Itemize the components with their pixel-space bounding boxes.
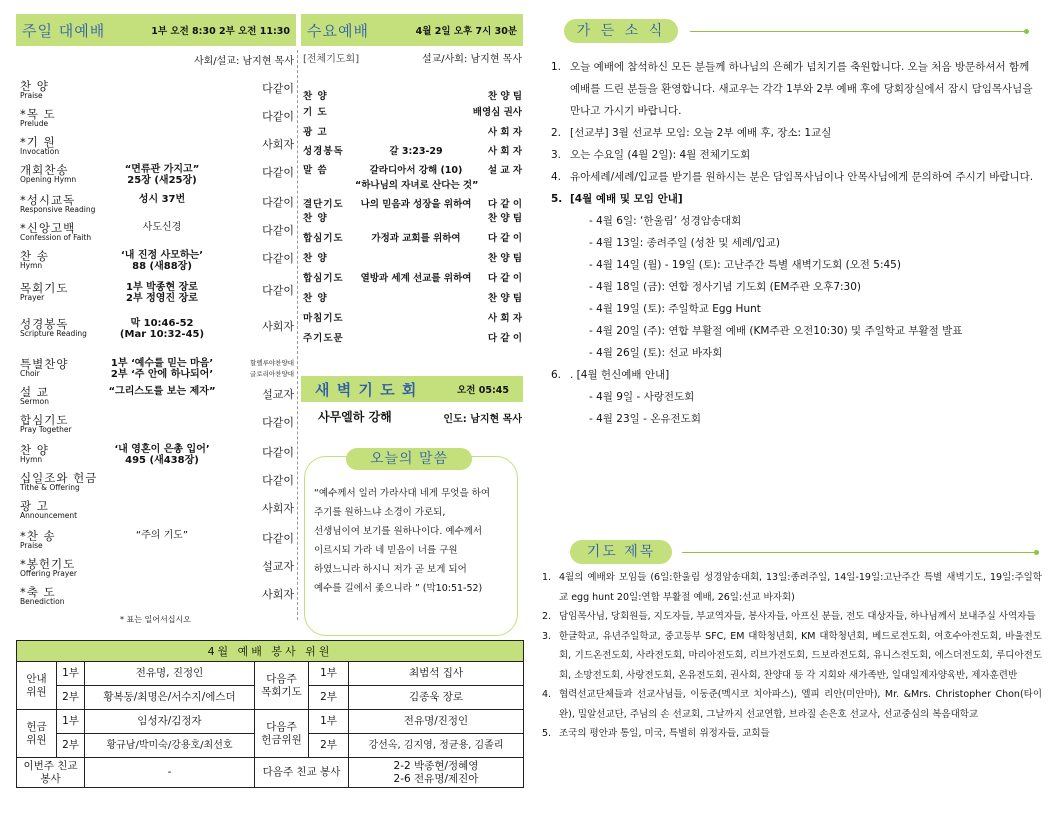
news-item bbox=[551, 210, 1041, 232]
service-table-title: 4월 예배 봉사 위원 bbox=[17, 641, 524, 662]
prayer-item-number: 3. bbox=[542, 630, 552, 642]
order-item-english: Invocation bbox=[20, 147, 60, 156]
prayer-item-text: 4월의 예배와 모임들 (6일:한울림 성경암송대회, 13일:종려주일, 14일-19일:고난주간 특별 새벽기도, 19일:주일학교 egg hunt 20일:연합 부활절 예배, 26일:선교 바자회) bbox=[559, 572, 1042, 603]
dawn-title: 새 벽 기 도 회 bbox=[315, 380, 418, 399]
order-item-leader: 사회자 bbox=[262, 502, 294, 515]
news-item-text: - 4월 20일 (주): 연합 부활절 예배 (KM주관 오전10:30) 및 주일학교 부활절 발표 bbox=[589, 325, 963, 337]
wed-leader: 다 같 이 bbox=[487, 333, 522, 344]
wed-leader: 사 회 자 bbox=[487, 146, 522, 157]
order-item-detail-line1: ‘내 진정 사모하는’ bbox=[120, 250, 204, 261]
order-item-detail-line2: 2부 ‘주 안에 하나되어’ bbox=[110, 369, 214, 380]
order-item-detail-line2: (Mar 10:32-45) bbox=[119, 329, 205, 340]
next-prayer1-part: 1부 bbox=[309, 662, 349, 686]
wednesday-order-row bbox=[303, 177, 522, 193]
order-item-korean: 십일조와 헌금 bbox=[20, 471, 98, 485]
news-item-text: 유아세례/세례/입교를 받기를 원하시는 분은 담임목사님이나 안목사님에게 문의하여 주시기 바랍니다. bbox=[570, 171, 1034, 183]
wednesday-order-row bbox=[303, 270, 522, 286]
prayer-item-text: 조국의 평안과 통일, 미국, 특별히 위정자들, 교회들 bbox=[559, 728, 770, 739]
wednesday-order-row bbox=[303, 310, 522, 326]
order-item-korean: *찬 송 bbox=[20, 529, 56, 543]
order-item-leader: 다같이 bbox=[262, 446, 294, 459]
order-item-korean: 찬 양 bbox=[20, 443, 49, 457]
wed-detail: “하나님의 자녀로 산다는 것” bbox=[355, 180, 479, 191]
wednesday-subtitle-right: 설교/사회: 남지현 목사 bbox=[421, 54, 522, 65]
news-item bbox=[551, 122, 1041, 144]
order-item-detail-line2: 2부 정영진 장로 bbox=[126, 293, 198, 304]
prayer-item-number: 4. bbox=[542, 689, 552, 700]
news-item bbox=[551, 298, 1041, 320]
wednesday-header bbox=[301, 14, 523, 46]
order-item-detail bbox=[92, 318, 232, 340]
order-item-korean: *신앙고백 bbox=[20, 221, 76, 235]
news-item bbox=[551, 408, 1041, 430]
news-item bbox=[551, 144, 1041, 166]
order-item-english: Hymn bbox=[20, 455, 43, 464]
news-title-line bbox=[690, 31, 1026, 32]
news-item-text: - 4월 26일 (토): 선교 바자회 bbox=[589, 347, 723, 359]
service-table bbox=[16, 640, 524, 788]
next-offering1-names: 전유명/진정인 bbox=[349, 710, 524, 734]
news-item bbox=[551, 364, 1041, 386]
wed-item: 말 씀 bbox=[303, 165, 328, 176]
wed-item: 합심기도 bbox=[303, 233, 344, 244]
order-item-leader: 사회자 bbox=[262, 138, 294, 151]
wed-detail: 가정과 교회를 위하여 bbox=[371, 233, 461, 244]
next-prayer-label: 다음주 목회기도 bbox=[255, 662, 309, 710]
wed-item: 찬 양 bbox=[303, 213, 328, 224]
wed-leader: 배영심 권사 bbox=[472, 107, 522, 118]
news-item-text: - 4월 19일 (토): 주일학교 Egg Hunt bbox=[589, 303, 761, 315]
order-item-leader: 사회자 bbox=[262, 320, 294, 333]
wed-item: 찬 양 bbox=[303, 91, 328, 102]
wed-leader: 찬 양 팀 bbox=[487, 91, 522, 102]
prayer-title-line bbox=[682, 552, 1036, 553]
word-line: 이르시되 가라 네 믿음이 너를 구원 bbox=[314, 545, 458, 556]
sunday-order-row bbox=[20, 162, 294, 190]
column-divider bbox=[297, 50, 298, 620]
sunday-order-row bbox=[20, 134, 294, 162]
order-item-english: Offering Prayer bbox=[20, 569, 77, 578]
news-item-text: - 4월 14일 (월) - 19일 (토): 고난주간 특별 새벽기도회 (오전 5:45) bbox=[589, 259, 901, 271]
order-item-korean: 목회기도 bbox=[20, 281, 69, 295]
wed-item: 주기도문 bbox=[303, 333, 344, 344]
next-offering-label: 다음주 헌금위원 bbox=[255, 710, 309, 758]
order-item-english: Responsive Reading bbox=[20, 205, 96, 214]
guide2-names: 황복동/최명은/서수지/에스더 bbox=[85, 686, 255, 710]
wednesday-order-row bbox=[303, 230, 522, 246]
word-text bbox=[314, 484, 514, 598]
news-item-text: - 4월 9일 - 사랑전도회 bbox=[589, 391, 695, 403]
order-item-english: Benediction bbox=[20, 597, 65, 606]
order-item-detail bbox=[92, 250, 232, 272]
word-line: 주기를 원하느냐 소경이 가로되, bbox=[314, 507, 446, 518]
news-list bbox=[551, 56, 1041, 430]
order-item-korean: 성경봉독 bbox=[20, 317, 69, 331]
order-item-english: Hymn bbox=[20, 261, 43, 270]
dawn-leader: 인도: 남지현 목사 bbox=[443, 414, 522, 425]
order-item-english: Sermon bbox=[20, 397, 49, 406]
order-item-detail-line1: “그리스도를 보는 제자” bbox=[108, 386, 216, 397]
wed-item: 마침기도 bbox=[303, 313, 344, 324]
order-item-detail-line1: “주의 기도” bbox=[135, 530, 189, 541]
order-item-leader: 다같이 bbox=[262, 474, 294, 487]
news-item bbox=[551, 56, 1041, 122]
wednesday-title: 수요예배 bbox=[307, 21, 369, 40]
offering-label: 헌금 위원 bbox=[17, 710, 57, 758]
dawn-header bbox=[301, 376, 523, 402]
order-item-detail bbox=[92, 358, 232, 380]
sunday-order-row bbox=[20, 584, 294, 612]
wed-item: 성경봉독 bbox=[303, 146, 344, 157]
order-item-leader: 설교자 bbox=[262, 560, 294, 573]
order-item-korean: 특별찬양 bbox=[20, 357, 69, 371]
sunday-order-row bbox=[20, 528, 294, 556]
order-item-english: Choir bbox=[20, 369, 40, 378]
word-line: 예수를 길에서 좇으니라 ” (막10:51-52) bbox=[314, 583, 483, 594]
prayer-list bbox=[542, 568, 1042, 744]
order-item-english: Opening Hymn bbox=[20, 175, 77, 184]
sunday-order-row bbox=[20, 556, 294, 584]
guide2-part: 2부 bbox=[57, 686, 85, 710]
news-item bbox=[551, 320, 1041, 342]
sunday-order-row bbox=[20, 78, 294, 106]
order-item-english: Confession of Faith bbox=[20, 233, 92, 242]
news-item-text: - 4월 18일 (금): 연합 정사기념 기도회 (EM주관 오후7:30) bbox=[589, 281, 862, 293]
order-item-leader: 설교자 bbox=[262, 388, 294, 401]
news-item-number: 2. bbox=[551, 127, 562, 139]
wednesday-order-row bbox=[303, 143, 522, 159]
next-prayer2-part: 2부 bbox=[309, 686, 349, 710]
order-item-detail-line2: 88 (새88장) bbox=[132, 261, 192, 272]
order-item-detail bbox=[92, 530, 232, 541]
order-item-english: Prelude bbox=[20, 119, 49, 128]
order-item-leader: 사회자 bbox=[262, 588, 294, 601]
next-prayer1-name: 최범석 집사 bbox=[349, 662, 524, 686]
sunday-leader: 사회/설교: 남지현 목사 bbox=[193, 56, 294, 67]
next-fellowship-names: 2-2 박종현/정혜영 2-6 전유명/제진아 bbox=[349, 758, 524, 788]
order-item-detail bbox=[92, 386, 232, 397]
order-item-detail-line2: 495 (새438장) bbox=[125, 455, 199, 466]
wed-item: 광 고 bbox=[303, 127, 328, 138]
sunday-header bbox=[16, 14, 296, 46]
next-offering2-part: 2부 bbox=[309, 734, 349, 758]
prayer-item-number: 2. bbox=[542, 611, 552, 622]
sunday-order-row bbox=[20, 316, 294, 344]
order-item-korean: 찬 양 bbox=[20, 79, 49, 93]
order-item-detail-line1: ‘내 영혼이 은총 입어’ bbox=[114, 444, 210, 455]
sunday-order-row bbox=[20, 356, 294, 384]
offering2-part: 2부 bbox=[57, 734, 85, 758]
news-item-number: 4. bbox=[551, 171, 562, 183]
news-item-text: 오는 수요일 (4월 2일): 4월 전체기도회 bbox=[570, 149, 751, 161]
order-item-detail-line1: 사도신경 bbox=[142, 222, 182, 233]
wednesday-order-row bbox=[303, 210, 522, 226]
wed-item: 결단기도 bbox=[303, 199, 344, 210]
word-line: 선생님이여 보기를 원하나이다. 예수께서 bbox=[314, 526, 483, 537]
wed-detail: 갈라디아서 강해 (10) bbox=[369, 165, 463, 176]
prayer-item bbox=[542, 607, 1042, 627]
wednesday-order-row bbox=[303, 250, 522, 266]
order-item-leader: 다같이 bbox=[262, 284, 294, 297]
fellowship-names: - bbox=[85, 758, 255, 788]
choir-name-1: 할렐루야찬양대 bbox=[250, 359, 294, 367]
wednesday-time: 4월 2일 오후 7시 30분 bbox=[415, 26, 517, 37]
order-item-leader: 다같이 bbox=[262, 252, 294, 265]
order-item-detail bbox=[92, 282, 232, 304]
wed-item: 찬 양 bbox=[303, 293, 328, 304]
wed-detail: 나의 믿음과 성장을 위하여 bbox=[360, 199, 472, 210]
standing-footnote: * 표는 일어서십시오 bbox=[120, 615, 191, 624]
news-title: 가 든 소 식 bbox=[564, 19, 678, 43]
wed-detail: 갈 3:23-29 bbox=[389, 146, 443, 157]
wed-leader: 찬 양 팀 bbox=[487, 213, 522, 224]
news-item bbox=[551, 232, 1041, 254]
order-item-leader: 다같이 bbox=[262, 166, 294, 179]
news-item-text: - 4월 23일 - 온유전도회 bbox=[589, 413, 701, 425]
wed-leader: 사 회 자 bbox=[487, 127, 522, 138]
wed-item: 기 도 bbox=[303, 107, 328, 118]
order-item-detail bbox=[92, 164, 232, 186]
wednesday-order-row bbox=[303, 162, 522, 178]
wednesday-order-row bbox=[303, 88, 522, 104]
wed-leader: 다 같 이 bbox=[487, 199, 522, 210]
order-item-english: Praise bbox=[20, 91, 43, 100]
prayer-item-number: 1. bbox=[542, 572, 552, 583]
word-line: “예수께서 일러 가라사대 네게 무엇을 하여 bbox=[314, 488, 491, 499]
prayer-item bbox=[542, 568, 1042, 607]
choir-name-2: 글로리아찬양대 bbox=[250, 370, 294, 378]
wednesday-order-row bbox=[303, 104, 522, 120]
order-item-detail bbox=[92, 222, 232, 233]
sunday-title: 주일 대예배 bbox=[22, 21, 106, 40]
wed-item: 찬 양 bbox=[303, 253, 328, 264]
sunday-order-row bbox=[20, 442, 294, 470]
news-item-number: 3. bbox=[551, 149, 562, 161]
order-item-detail-line2: 25장 (새25장) bbox=[127, 175, 197, 186]
news-item-text: [선교부] 3월 선교부 모임: 오늘 2부 예배 후, 장소: 1교실 bbox=[570, 127, 832, 139]
next-offering1-part: 1부 bbox=[309, 710, 349, 734]
sunday-order-row bbox=[20, 220, 294, 248]
order-item-leader: 다같이 bbox=[262, 416, 294, 429]
order-item-leader: 다같이 bbox=[262, 110, 294, 123]
order-item-detail-line1: 1부 ‘예수를 믿는 마음’ bbox=[110, 358, 214, 369]
wed-item: 합심기도 bbox=[303, 273, 344, 284]
order-item-detail-line1: “면류관 가지고” bbox=[124, 164, 200, 175]
dawn-topic: 사무엘하 강해 bbox=[318, 410, 392, 424]
news-item-text: 오늘 예배에 참석하신 모든 분들께 하나님의 은혜가 넘치기를 축원합니다. 오늘 처음 방문하셔서 함께 예배를 드린 분들을 환영합니다. 새교우는 각각 1부와 2부 예배 후에 당회장실에서 잠시 담임목사님을 만나고 가시기 바랍니다. bbox=[570, 61, 1033, 117]
order-item-detail-line1: 막 10:46-52 bbox=[130, 318, 194, 329]
next-prayer2-name: 김종욱 장로 bbox=[349, 686, 524, 710]
offering2-names: 황규남/박미숙/강용호/최선호 bbox=[85, 734, 255, 758]
sunday-order-row bbox=[20, 280, 294, 308]
order-item-korean: 합심기도 bbox=[20, 413, 69, 427]
wed-detail: 열방과 세계 선교를 위하여 bbox=[360, 273, 472, 284]
sunday-order-row bbox=[20, 498, 294, 526]
order-item-korean: *축 도 bbox=[20, 585, 56, 599]
news-item bbox=[551, 386, 1041, 408]
news-item-text: [4월 예배 및 모임 안내] bbox=[570, 193, 683, 205]
order-item-english: Tithe & Offering bbox=[20, 483, 80, 492]
order-item-korean: 설 교 bbox=[20, 385, 49, 399]
news-item-number: 1. bbox=[551, 61, 562, 73]
prayer-title: 기도 제목 bbox=[570, 540, 672, 564]
offering1-names: 임성자/김정자 bbox=[85, 710, 255, 734]
order-item-korean: *목 도 bbox=[20, 107, 56, 121]
news-item bbox=[551, 276, 1041, 298]
next-offering2-names: 강선옥, 김지영, 정균용, 김졸리 bbox=[349, 734, 524, 758]
order-item-english: Announcement bbox=[20, 511, 78, 520]
order-item-detail bbox=[92, 444, 232, 466]
news-item-text: - 4월 6일: ‘한울림’ 성경암송대회 bbox=[589, 215, 742, 227]
word-line: 하였느니라 하시니 저가 곧 보게 되어 bbox=[314, 564, 467, 575]
sunday-order-row bbox=[20, 470, 294, 498]
wed-leader: 찬 양 팀 bbox=[487, 253, 522, 264]
wednesday-subtitle-left: [전체기도회] bbox=[303, 54, 360, 65]
order-item-detail-line1: 1부 박종현 장로 bbox=[126, 282, 198, 293]
news-title-dot bbox=[1024, 29, 1029, 34]
news-item bbox=[551, 342, 1041, 364]
wed-leader: 설 교 자 bbox=[487, 165, 522, 176]
order-item-leader: 다같이 bbox=[262, 224, 294, 237]
fellowship-label: 이번주 친교 봉사 bbox=[17, 758, 85, 788]
order-item-english: Scripture Reading bbox=[20, 329, 87, 338]
prayer-item bbox=[542, 685, 1042, 724]
order-item-korean: 개회찬송 bbox=[20, 163, 69, 177]
order-item-leader: 다같이 bbox=[262, 196, 294, 209]
news-item-number: 5. bbox=[551, 193, 563, 205]
order-item-leader: 다같이 bbox=[262, 532, 294, 545]
wed-leader: 다 같 이 bbox=[487, 233, 522, 244]
news-item bbox=[551, 188, 1041, 210]
order-item-korean: 찬 송 bbox=[20, 249, 49, 263]
wed-leader: 사 회 자 bbox=[487, 313, 522, 324]
wednesday-order-row bbox=[303, 290, 522, 306]
order-item-korean: *봉헌기도 bbox=[20, 557, 76, 571]
offering1-part: 1부 bbox=[57, 710, 85, 734]
wed-leader: 다 같 이 bbox=[487, 273, 522, 284]
prayer-item-text: 한글학교, 유년주일학교, 중고등부 SFC, EM 대학청년회, KM 대학청년회, 베드로전도회, 여호수아전도회, 바울전도회, 기드온전도회, 사라전도회, 마리아전도회, 리브가전도회, 드보라전도회, 유니스전도회, 에스더전도회, 루디아전도회, 소망전도회, 사랑전도회, 온유전도회, 권사회, 찬양대 등 각 지회와 새가족반, 일대일제자양육반, 제자훈련반 bbox=[559, 630, 1042, 681]
order-item-leader: 다같이 bbox=[262, 82, 294, 95]
order-item-korean: 광 고 bbox=[20, 499, 49, 513]
order-item-detail bbox=[92, 194, 232, 205]
prayer-item bbox=[542, 627, 1042, 686]
guide-label: 안내 위원 bbox=[17, 662, 57, 710]
sunday-order-row bbox=[20, 248, 294, 276]
news-item bbox=[551, 166, 1041, 188]
prayer-item-text: 담임목사님, 당회원들, 지도자들, 부교역자들, 봉사자들, 아프신 분들, 전도 대상자들, 하나님께서 보내주실 사역자들 bbox=[559, 611, 1036, 622]
news-item-number: 6. bbox=[551, 369, 562, 381]
prayer-title-dot bbox=[1034, 550, 1039, 555]
news-item bbox=[551, 254, 1041, 276]
prayer-item-number: 5. bbox=[542, 728, 552, 739]
order-item-english: Pray Together bbox=[20, 425, 72, 434]
wed-leader: 찬 양 팀 bbox=[487, 293, 522, 304]
order-item-english: Prayer bbox=[20, 293, 45, 302]
dawn-time: 오전 05:45 bbox=[457, 385, 509, 396]
prayer-item-text: 협력선교단체들과 선교사님들, 이동준(멕시코 치아파스), 엘피 리안(미안마), Mr. &Mrs. Christopher Chon(타이완), 밀알선교단, 주님의 손 선교회, 그날까지 선교연합, 브라질 손은호 선교사, 선교중심의 복음대학교 bbox=[559, 689, 1042, 720]
order-item-korean: *성시교독 bbox=[20, 193, 76, 207]
sunday-order-row bbox=[20, 412, 294, 440]
choir-names bbox=[250, 358, 294, 380]
order-item-korean: *기 원 bbox=[20, 135, 56, 149]
news-item-text: . [4월 헌신예배 안내] bbox=[570, 369, 670, 381]
guide1-names: 전유명, 진정인 bbox=[85, 662, 255, 686]
order-item-english: Praise bbox=[20, 541, 43, 550]
guide1-part: 1부 bbox=[57, 662, 85, 686]
word-title: 오늘의 말씀 bbox=[346, 448, 472, 470]
prayer-item bbox=[542, 724, 1042, 744]
sunday-order-row bbox=[20, 192, 294, 220]
wednesday-order-row bbox=[303, 330, 522, 346]
sunday-times: 1부 오전 8:30 2부 오전 11:30 bbox=[151, 26, 290, 37]
next-fellowship-label: 다음주 친교 봉사 bbox=[255, 758, 349, 788]
sunday-order-row bbox=[20, 106, 294, 134]
wednesday-order-row bbox=[303, 124, 522, 140]
sunday-order-row bbox=[20, 384, 294, 412]
order-item-detail-line1: 성시 37번 bbox=[138, 194, 186, 205]
news-item-text: - 4월 13일: 종려주일 (성찬 및 세례/입교) bbox=[589, 237, 780, 249]
